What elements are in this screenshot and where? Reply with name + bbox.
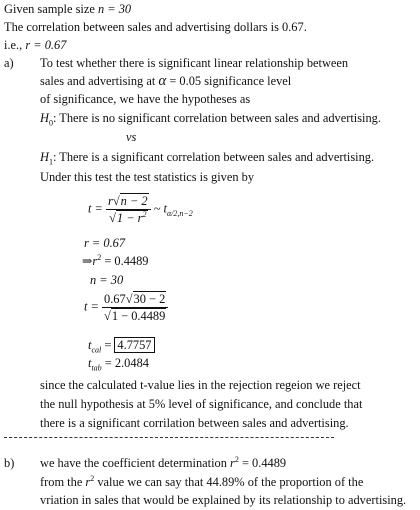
- calc-numerator: 0.67√30 − 2: [102, 292, 168, 308]
- test-stat-intro: Under this test the test statistics is given by: [40, 170, 255, 184]
- sample-size-line: [4, 2, 131, 16]
- r-squared-line: $\Rightarrow r^2 = 0.4489$: [82, 252, 149, 268]
- line2-text: sales and advertising at: [40, 74, 159, 88]
- part-b-text2-rest: value we can say that 44.89% of the proportion of the: [94, 475, 364, 489]
- part-a-line2: [40, 74, 291, 88]
- tcal-value-box: 4.7757: [114, 337, 154, 353]
- test-statistic-formula: [88, 194, 193, 225]
- sample-n-value: n = 30: [97, 2, 132, 16]
- conclusion-line2: the null hypothesis at 5% level of significance, and conclude that: [40, 397, 363, 411]
- alpha-symbol: α: [158, 73, 167, 89]
- r-value-line: r = 0.67: [84, 236, 126, 250]
- calc-denominator: √1 − 0.4489: [104, 309, 166, 323]
- h1-subscript: 1: [48, 157, 53, 167]
- section-divider: [4, 437, 334, 438]
- formula-r: r: [108, 194, 113, 208]
- part-b-r2-value: = 0.4489: [238, 456, 287, 470]
- calc-t: t =: [84, 299, 99, 314]
- calc-coef: 0.67: [104, 292, 126, 306]
- tcal-symbol: t: [88, 338, 92, 352]
- part-b-r-symbol: r: [85, 475, 91, 489]
- h0-symbol: H: [40, 111, 49, 125]
- calc-fraction: [102, 292, 168, 323]
- ttab-subscript: tab: [91, 363, 102, 373]
- r-squared-value: = 0.4489: [101, 254, 149, 268]
- h0-text: : There is no significant correlation between sales and advertising.: [52, 111, 381, 125]
- formula-fraction: [106, 194, 151, 225]
- part-b-text1: we have the coefficient determination: [40, 456, 231, 470]
- part-b-line2: from the $r^2$ value we can say that 44.89% of the proportion of the: [40, 473, 364, 489]
- conclusion-line3: there is a significant corrilation between sales and advertising.: [40, 416, 349, 430]
- ttab-symbol: t: [88, 356, 92, 370]
- formula-denominator: $√1 - r^2$: [109, 209, 147, 225]
- h0-subscript: 0: [48, 118, 53, 128]
- formula-den-radicand: $1 - r^2$: [116, 209, 147, 225]
- null-hypothesis: [40, 111, 381, 128]
- part-b-line1: we have the coefficient determination $r^2 = 0.4489$: [40, 454, 287, 470]
- correlation-line: The correlation between sales and advertising dollars is 0.67.: [4, 20, 307, 34]
- formula-den-text: 1 − r: [116, 211, 143, 225]
- part-a-line1: To test whether there is significant linear relationship between: [40, 56, 349, 70]
- formula-dist-subscript: α/2,n−2: [166, 208, 193, 218]
- alpha-value: = 0.05 significance level: [166, 74, 292, 88]
- implies-arrow: ⇒: [82, 254, 93, 268]
- h1-text: : There is a significant correlation between sales and advertising.: [52, 150, 375, 164]
- part-b-text2: from the: [40, 475, 86, 489]
- t-calc-line: $t_{cal} = 4.7757$: [88, 338, 155, 352]
- ie-line: [4, 38, 66, 52]
- alternative-hypothesis: [40, 150, 375, 167]
- n-value-line: n = 30: [90, 273, 124, 287]
- part-b-label: b): [4, 456, 15, 470]
- conclusion-line1: since the calculated t-value lies in the rejection regeion we reject: [40, 378, 361, 392]
- part-b-r2-symbol: r: [230, 456, 235, 470]
- ie-r-value: r = 0.67: [25, 38, 67, 52]
- t-calculation: [84, 292, 168, 323]
- part-a-label: a): [4, 56, 14, 70]
- vs-label: vs: [126, 130, 137, 144]
- calc-den-radicand: 1 − 0.4489: [111, 309, 166, 323]
- part-a-line3: of significance, we have the hypotheses as: [40, 92, 251, 106]
- tcal-subscript: cal: [91, 345, 102, 355]
- ie-text: i.e.,: [4, 38, 26, 52]
- t-tab-line: [88, 356, 149, 373]
- calc-num-radicand: 30 − 2: [133, 292, 166, 306]
- ttab-value: = 2.0484: [104, 356, 149, 370]
- formula-numerator: r√n − 2: [106, 194, 151, 210]
- h1-symbol: H: [40, 150, 49, 164]
- part-b-line3: vriation in sales that would be explained by its relationship to advertising.: [40, 493, 407, 507]
- formula-num-radicand: n − 2: [120, 194, 148, 208]
- formula-t: t =: [88, 201, 103, 216]
- sample-text: Given sample size: [4, 2, 98, 16]
- r-squared-symbol: r: [92, 254, 98, 268]
- formula-distribution: ~ t: [153, 201, 167, 216]
